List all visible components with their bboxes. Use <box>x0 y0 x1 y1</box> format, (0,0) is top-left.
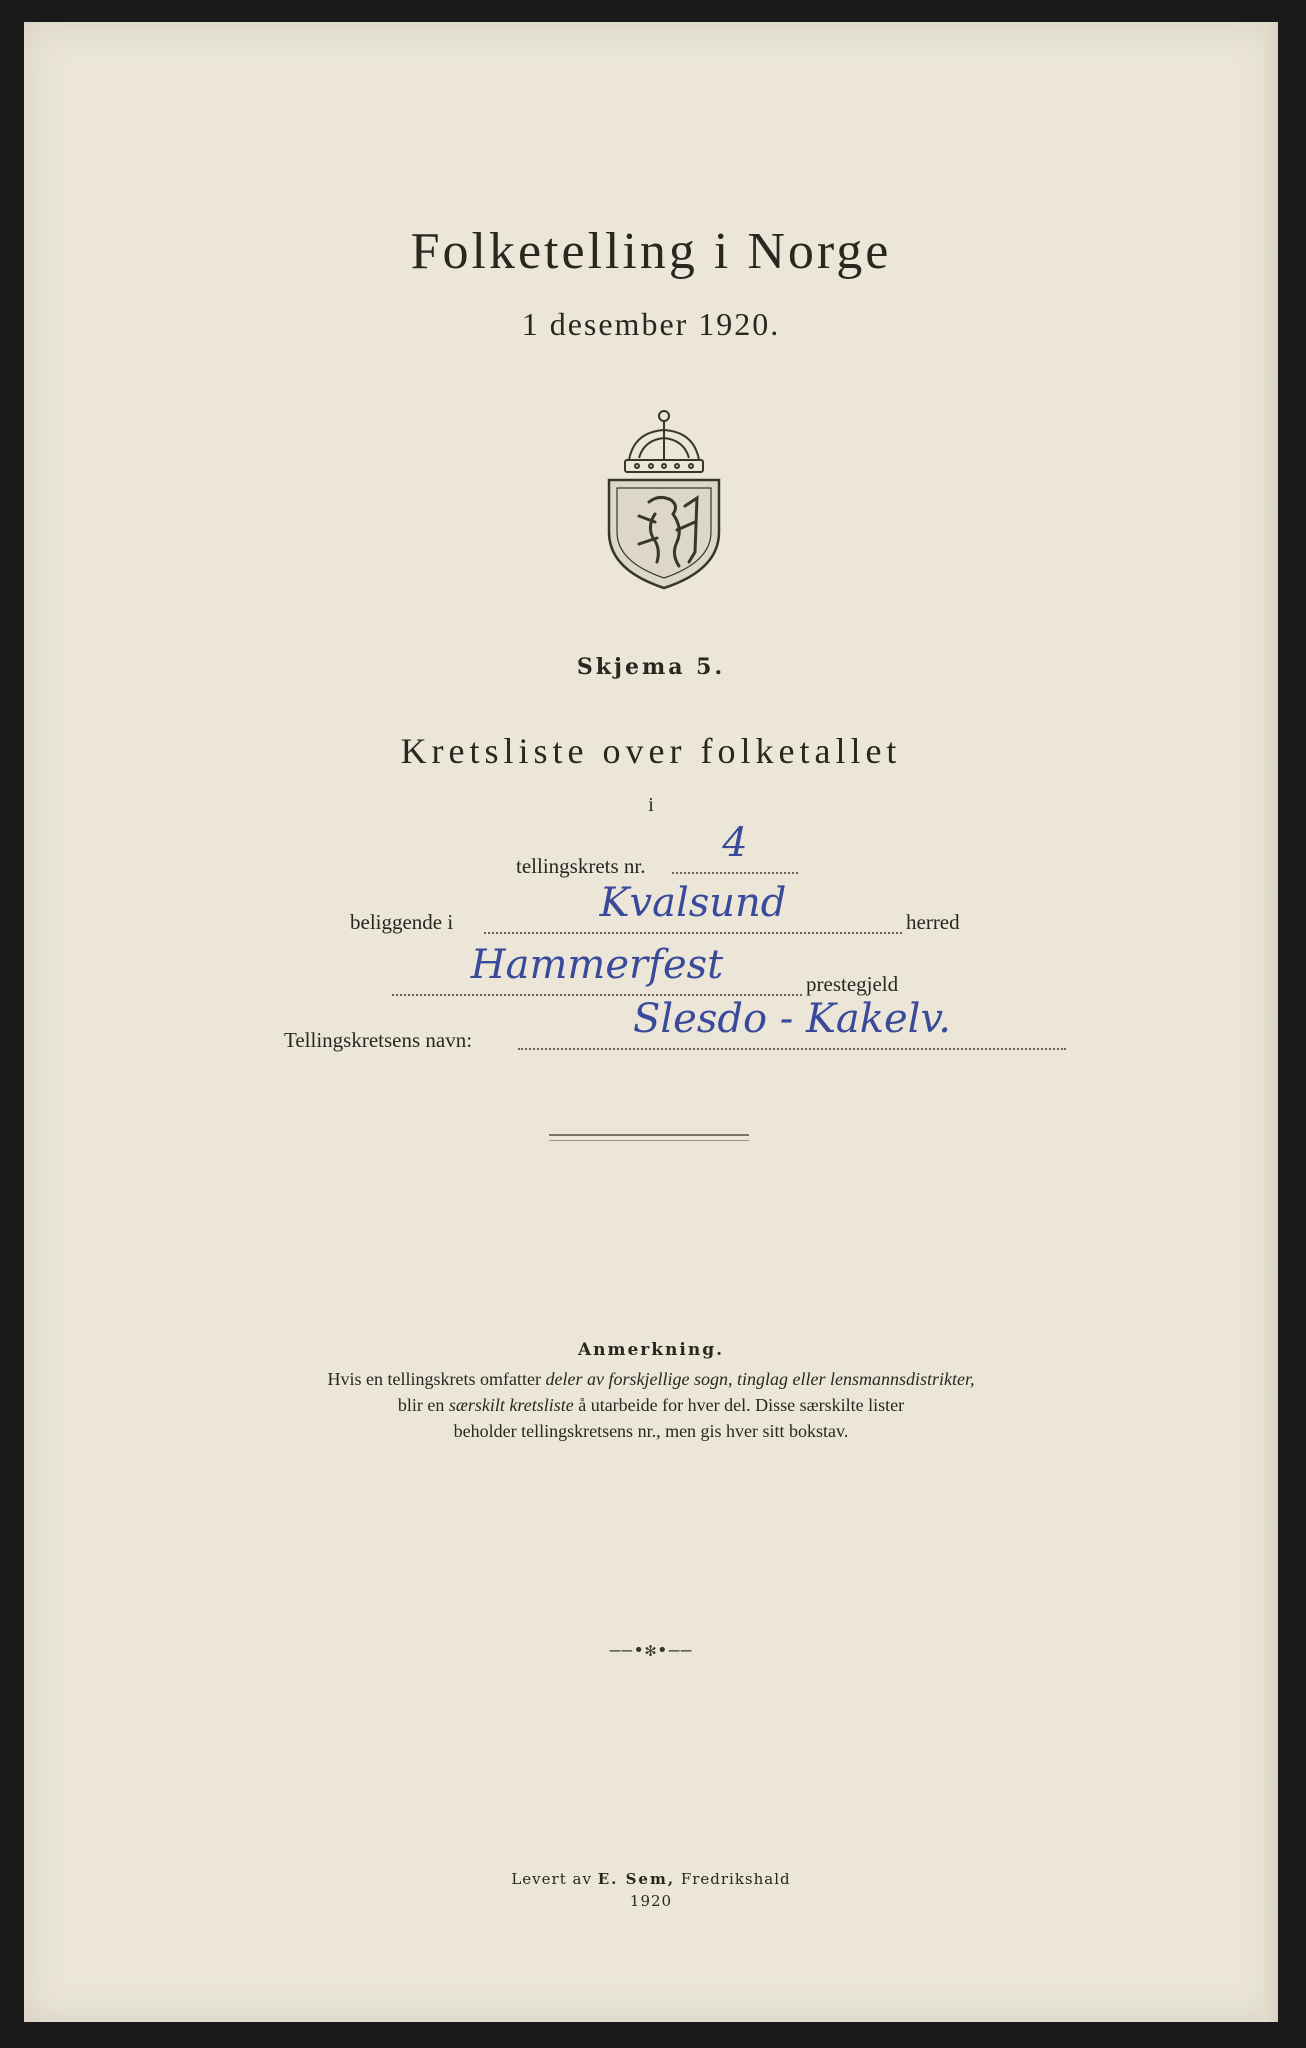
census-form-page <box>24 22 1278 2022</box>
herred-field[interactable]: Kvalsund <box>484 880 902 934</box>
navn-label: Tellingskretsens navn: <box>284 1028 473 1052</box>
beliggende-label: beliggende i <box>350 910 454 934</box>
herred-label: herred <box>906 910 960 934</box>
divider-rule-thin <box>549 1140 749 1141</box>
remark-line-2-emphasis: særskilt kretsliste <box>448 1395 574 1415</box>
printer-year: 1920 <box>629 1892 673 1910</box>
connector-word: i <box>648 794 654 816</box>
remark-line-3: beholder tellingskretsens nr., men gis hver sitt bokstav. <box>453 1421 849 1441</box>
remark-line-1 <box>24 1366 1278 1392</box>
prestegjeld-label: prestegjeld <box>806 972 899 996</box>
remark-heading: Anmerkning. <box>577 1340 725 1360</box>
navn-field[interactable]: Slesdo - Kakelv. <box>518 996 1066 1050</box>
remark-line-2-text-b: å utarbeide for hver del. Disse særskilte lister <box>573 1395 905 1415</box>
printer-prefix: Levert av <box>511 1870 598 1888</box>
remark-line-1-text: Hvis en tellingskrets omfatter <box>327 1369 546 1389</box>
remark-line-2-text-a: blir en <box>397 1395 449 1415</box>
document-title: Folketelling i Norge <box>410 223 892 280</box>
printer-suffix: Fredrikshald <box>675 1870 791 1888</box>
printer-name: E. Sem, <box>597 1870 676 1888</box>
printer-credit <box>24 1868 1278 1912</box>
remark-line-1-emphasis: deler av forskjellige sogn, tinglag eller lensmannsdistrikter, <box>545 1369 975 1389</box>
form-heading: Kretsliste over folketallet <box>400 731 902 771</box>
remark-line-2 <box>24 1392 1278 1418</box>
krets-number-field[interactable]: 4 <box>672 820 798 874</box>
divider-rule <box>549 1134 749 1136</box>
krets-label: tellingskrets nr. <box>516 854 646 878</box>
document-date: 1 desember 1920. <box>521 306 781 342</box>
coat-of-arms-icon <box>599 402 729 592</box>
prestegjeld-field[interactable]: Hammerfest <box>392 942 802 996</box>
ornament-divider: ——•✻•—— <box>609 1640 693 1661</box>
schema-number: Skjema 5. <box>576 654 726 680</box>
